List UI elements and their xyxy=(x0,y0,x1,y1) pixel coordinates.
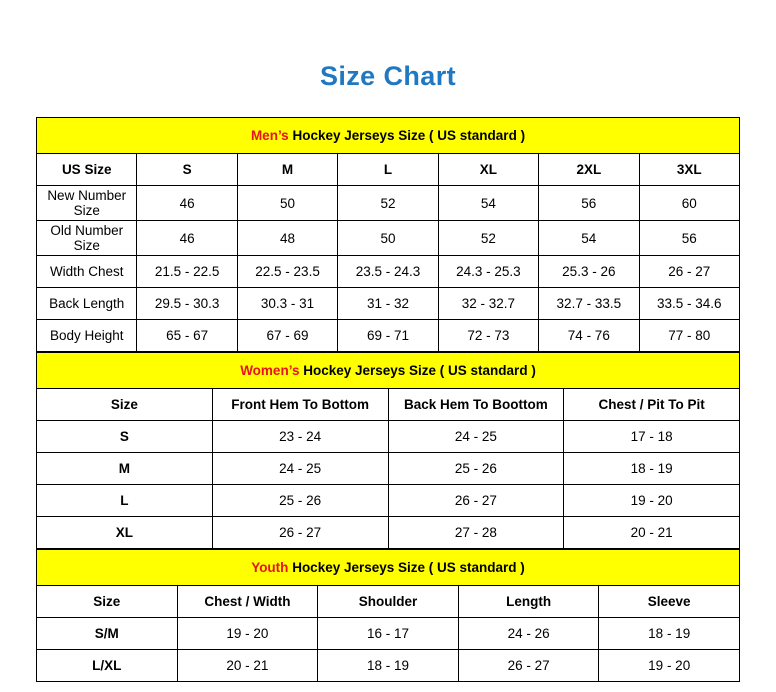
mens-cell: 74 - 76 xyxy=(539,320,639,352)
table-row xyxy=(37,256,740,288)
youth-band-rest: Hockey Jerseys Size ( US standard ) xyxy=(288,560,525,575)
mens-row-label: Body Height xyxy=(37,320,137,352)
mens-cell: 67 - 69 xyxy=(237,320,337,352)
mens-cell: 24.3 - 25.3 xyxy=(438,256,538,288)
table-header-row xyxy=(37,154,740,186)
youth-header-cell: Sleeve xyxy=(599,586,740,618)
mens-cell: 48 xyxy=(237,221,337,256)
youth-header-cell: Chest / Width xyxy=(177,586,318,618)
table-band-row xyxy=(37,550,740,586)
mens-cell: 30.3 - 31 xyxy=(237,288,337,320)
youth-row-label: L/XL xyxy=(37,650,178,682)
mens-band-title xyxy=(37,118,740,154)
womens-cell: 19 - 20 xyxy=(564,485,740,517)
mens-cell: 52 xyxy=(438,221,538,256)
table-band-row xyxy=(37,353,740,389)
mens-header-cell: XL xyxy=(438,154,538,186)
table-band-row xyxy=(37,118,740,154)
womens-cell: 26 - 27 xyxy=(212,517,388,549)
mens-cell: 56 xyxy=(539,186,639,221)
youth-cell: 18 - 19 xyxy=(318,650,459,682)
womens-header-cell: Front Hem To Bottom xyxy=(212,389,388,421)
table-row xyxy=(37,221,740,256)
mens-cell: 54 xyxy=(539,221,639,256)
womens-band-accent: Women’s xyxy=(240,363,300,378)
mens-cell: 29.5 - 30.3 xyxy=(137,288,237,320)
womens-row-label: XL xyxy=(37,517,213,549)
mens-header-cell: 2XL xyxy=(539,154,639,186)
mens-cell: 65 - 67 xyxy=(137,320,237,352)
mens-cell: 72 - 73 xyxy=(438,320,538,352)
table-row xyxy=(37,421,740,453)
table-row xyxy=(37,320,740,352)
mens-cell: 50 xyxy=(237,186,337,221)
table-row xyxy=(37,517,740,549)
mens-cell: 54 xyxy=(438,186,538,221)
table-row xyxy=(37,288,740,320)
youth-header-cell: Length xyxy=(458,586,599,618)
womens-band-title xyxy=(37,353,740,389)
womens-band-rest: Hockey Jerseys Size ( US standard ) xyxy=(299,363,536,378)
table-row xyxy=(37,618,740,650)
womens-cell: 27 - 28 xyxy=(388,517,564,549)
mens-size-table xyxy=(36,117,740,352)
womens-size-table xyxy=(36,352,740,549)
table-row xyxy=(37,186,740,221)
womens-cell: 18 - 19 xyxy=(564,453,740,485)
table-row xyxy=(37,453,740,485)
womens-cell: 25 - 26 xyxy=(388,453,564,485)
mens-row-label: New Number Size xyxy=(37,186,137,221)
mens-cell: 60 xyxy=(639,186,739,221)
womens-row-label: M xyxy=(37,453,213,485)
mens-row-label: Back Length xyxy=(37,288,137,320)
youth-cell: 19 - 20 xyxy=(599,650,740,682)
table-row xyxy=(37,485,740,517)
mens-header-cell: M xyxy=(237,154,337,186)
mens-header-cell: 3XL xyxy=(639,154,739,186)
youth-size-table xyxy=(36,549,740,682)
youth-cell: 18 - 19 xyxy=(599,618,740,650)
mens-cell: 50 xyxy=(338,221,438,256)
youth-cell: 16 - 17 xyxy=(318,618,459,650)
mens-cell: 52 xyxy=(338,186,438,221)
page-title: Size Chart xyxy=(319,61,457,91)
womens-cell: 23 - 24 xyxy=(212,421,388,453)
womens-cell: 17 - 18 xyxy=(564,421,740,453)
mens-header-cell: S xyxy=(137,154,237,186)
womens-cell: 26 - 27 xyxy=(388,485,564,517)
mens-band-rest: Hockey Jerseys Size ( US standard ) xyxy=(288,128,526,143)
mens-cell: 26 - 27 xyxy=(639,256,739,288)
mens-cell: 22.5 - 23.5 xyxy=(237,256,337,288)
mens-cell: 46 xyxy=(137,186,237,221)
mens-row-label: Old Number Size xyxy=(37,221,137,256)
womens-cell: 24 - 25 xyxy=(212,453,388,485)
mens-cell: 25.3 - 26 xyxy=(539,256,639,288)
mens-header-cell: US Size xyxy=(37,154,137,186)
mens-header-cell: L xyxy=(338,154,438,186)
table-header-row xyxy=(37,389,740,421)
mens-cell: 23.5 - 24.3 xyxy=(338,256,438,288)
youth-row-label: S/M xyxy=(37,618,178,650)
table-header-row xyxy=(37,586,740,618)
mens-band-accent: Men’s xyxy=(250,128,289,143)
womens-cell: 25 - 26 xyxy=(212,485,388,517)
mens-cell: 69 - 71 xyxy=(338,320,438,352)
mens-cell: 32.7 - 33.5 xyxy=(539,288,639,320)
youth-cell: 26 - 27 xyxy=(458,650,599,682)
womens-row-label: S xyxy=(37,421,213,453)
mens-cell: 21.5 - 22.5 xyxy=(137,256,237,288)
womens-row-label: L xyxy=(37,485,213,517)
womens-header-cell: Size xyxy=(37,389,213,421)
youth-header-cell: Size xyxy=(37,586,178,618)
mens-cell: 32 - 32.7 xyxy=(438,288,538,320)
mens-cell: 31 - 32 xyxy=(338,288,438,320)
womens-cell: 24 - 25 xyxy=(388,421,564,453)
womens-cell: 20 - 21 xyxy=(564,517,740,549)
mens-cell: 77 - 80 xyxy=(639,320,739,352)
mens-row-label: Width Chest xyxy=(37,256,137,288)
youth-cell: 24 - 26 xyxy=(458,618,599,650)
mens-cell: 56 xyxy=(639,221,739,256)
mens-cell: 46 xyxy=(137,221,237,256)
mens-cell: 33.5 - 34.6 xyxy=(639,288,739,320)
youth-cell: 20 - 21 xyxy=(177,650,318,682)
table-row xyxy=(37,650,740,682)
youth-cell: 19 - 20 xyxy=(177,618,318,650)
youth-band-accent: Youth xyxy=(251,560,289,575)
size-chart-tables xyxy=(36,117,740,682)
youth-header-cell: Shoulder xyxy=(318,586,459,618)
womens-header-cell: Chest / Pit To Pit xyxy=(564,389,740,421)
youth-band-title xyxy=(37,550,740,586)
womens-header-cell: Back Hem To Boottom xyxy=(388,389,564,421)
